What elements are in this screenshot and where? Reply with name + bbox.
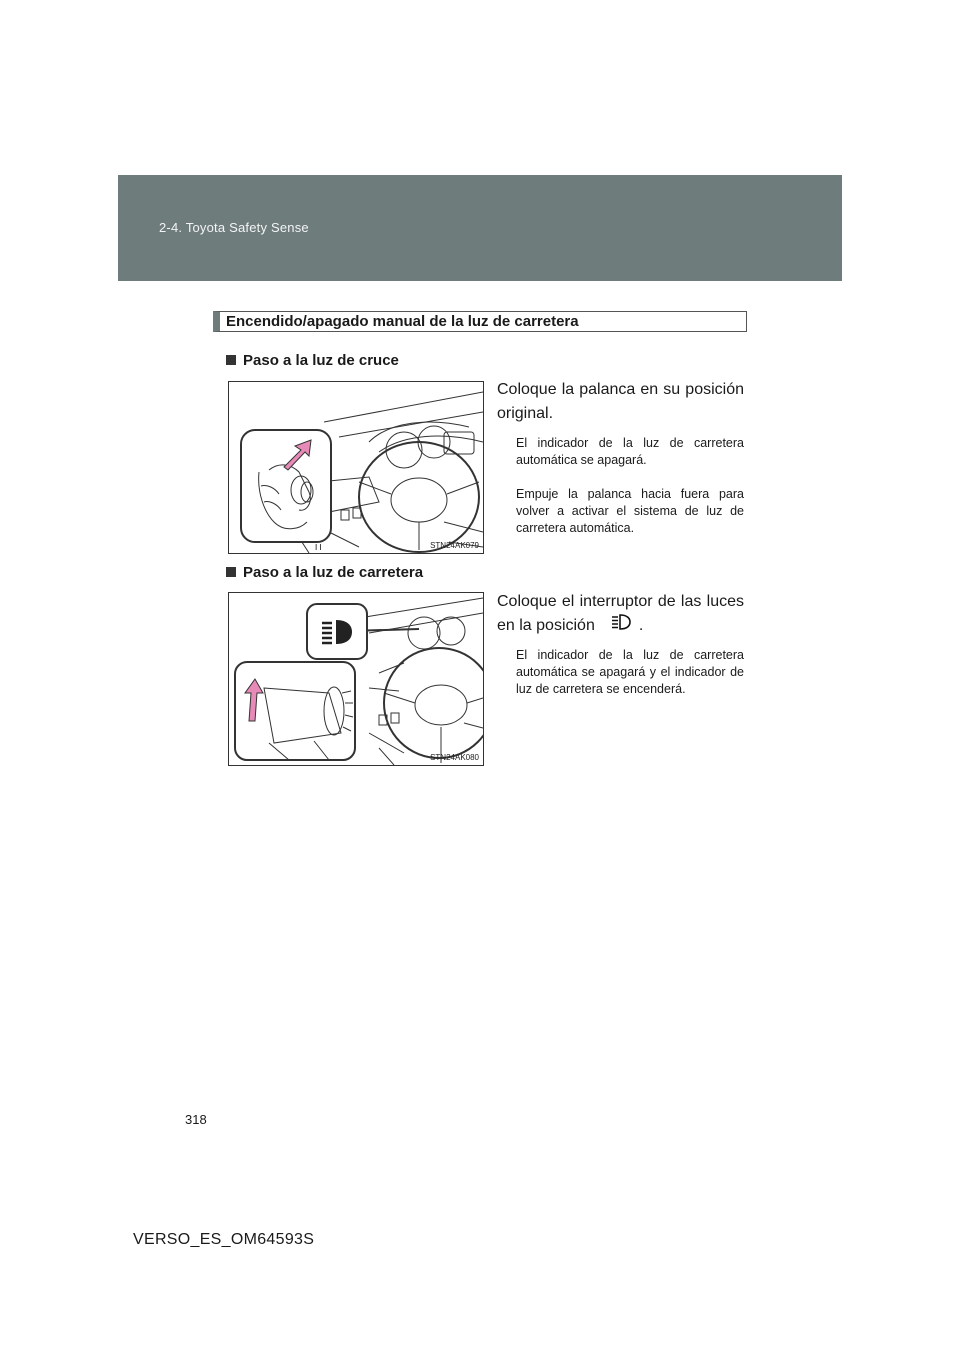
square-bullet-icon [226, 567, 236, 577]
section-title: 2-4. Toyota Safety Sense [159, 220, 309, 235]
page-number: 318 [185, 1112, 207, 1127]
section-heading: Encendido/apagado manual de la luz de carretera [213, 311, 747, 332]
figure-light-switch-position [228, 592, 484, 766]
subheading-high-beam [226, 564, 423, 581]
note-high-beam-1: El indicador de la luz de carretera automática se apagará y el indicador de luz de carretera se encenderá. [516, 648, 744, 696]
instruction-low-beam: Coloque la palanca en su posición original. [497, 381, 744, 422]
dashboard-switch-illustration [229, 593, 483, 765]
dashboard-lever-illustration [229, 382, 483, 553]
instruction-high-beam-text: Coloque el interruptor de las luces en la posición [497, 593, 744, 635]
high-beam-icon [611, 614, 631, 638]
figure-code: STN24AK079 [430, 541, 479, 550]
subheading-low-beam [226, 352, 399, 369]
note-low-beam-1: El indicador de la luz de carretera automática se apagará. [516, 436, 744, 467]
figure-lever-original-position [228, 381, 484, 554]
svg-text:I I: I I [315, 543, 322, 552]
instruction-high-beam-end: . [638, 617, 644, 635]
document-code: VERSO_ES_OM64593S [133, 1231, 315, 1248]
instruction-high-beam [497, 590, 744, 638]
header-band [118, 175, 842, 281]
subheading-low-beam-text: Paso a la luz de cruce [243, 352, 399, 369]
note-low-beam-2: Empuje la palanca hacia fuera para volver a activar el sistema de luz de carretera automática. [516, 487, 744, 535]
figure-code: STN24AK080 [430, 753, 479, 762]
square-bullet-icon [226, 355, 236, 365]
subheading-high-beam-text: Paso a la luz de carretera [243, 564, 424, 581]
